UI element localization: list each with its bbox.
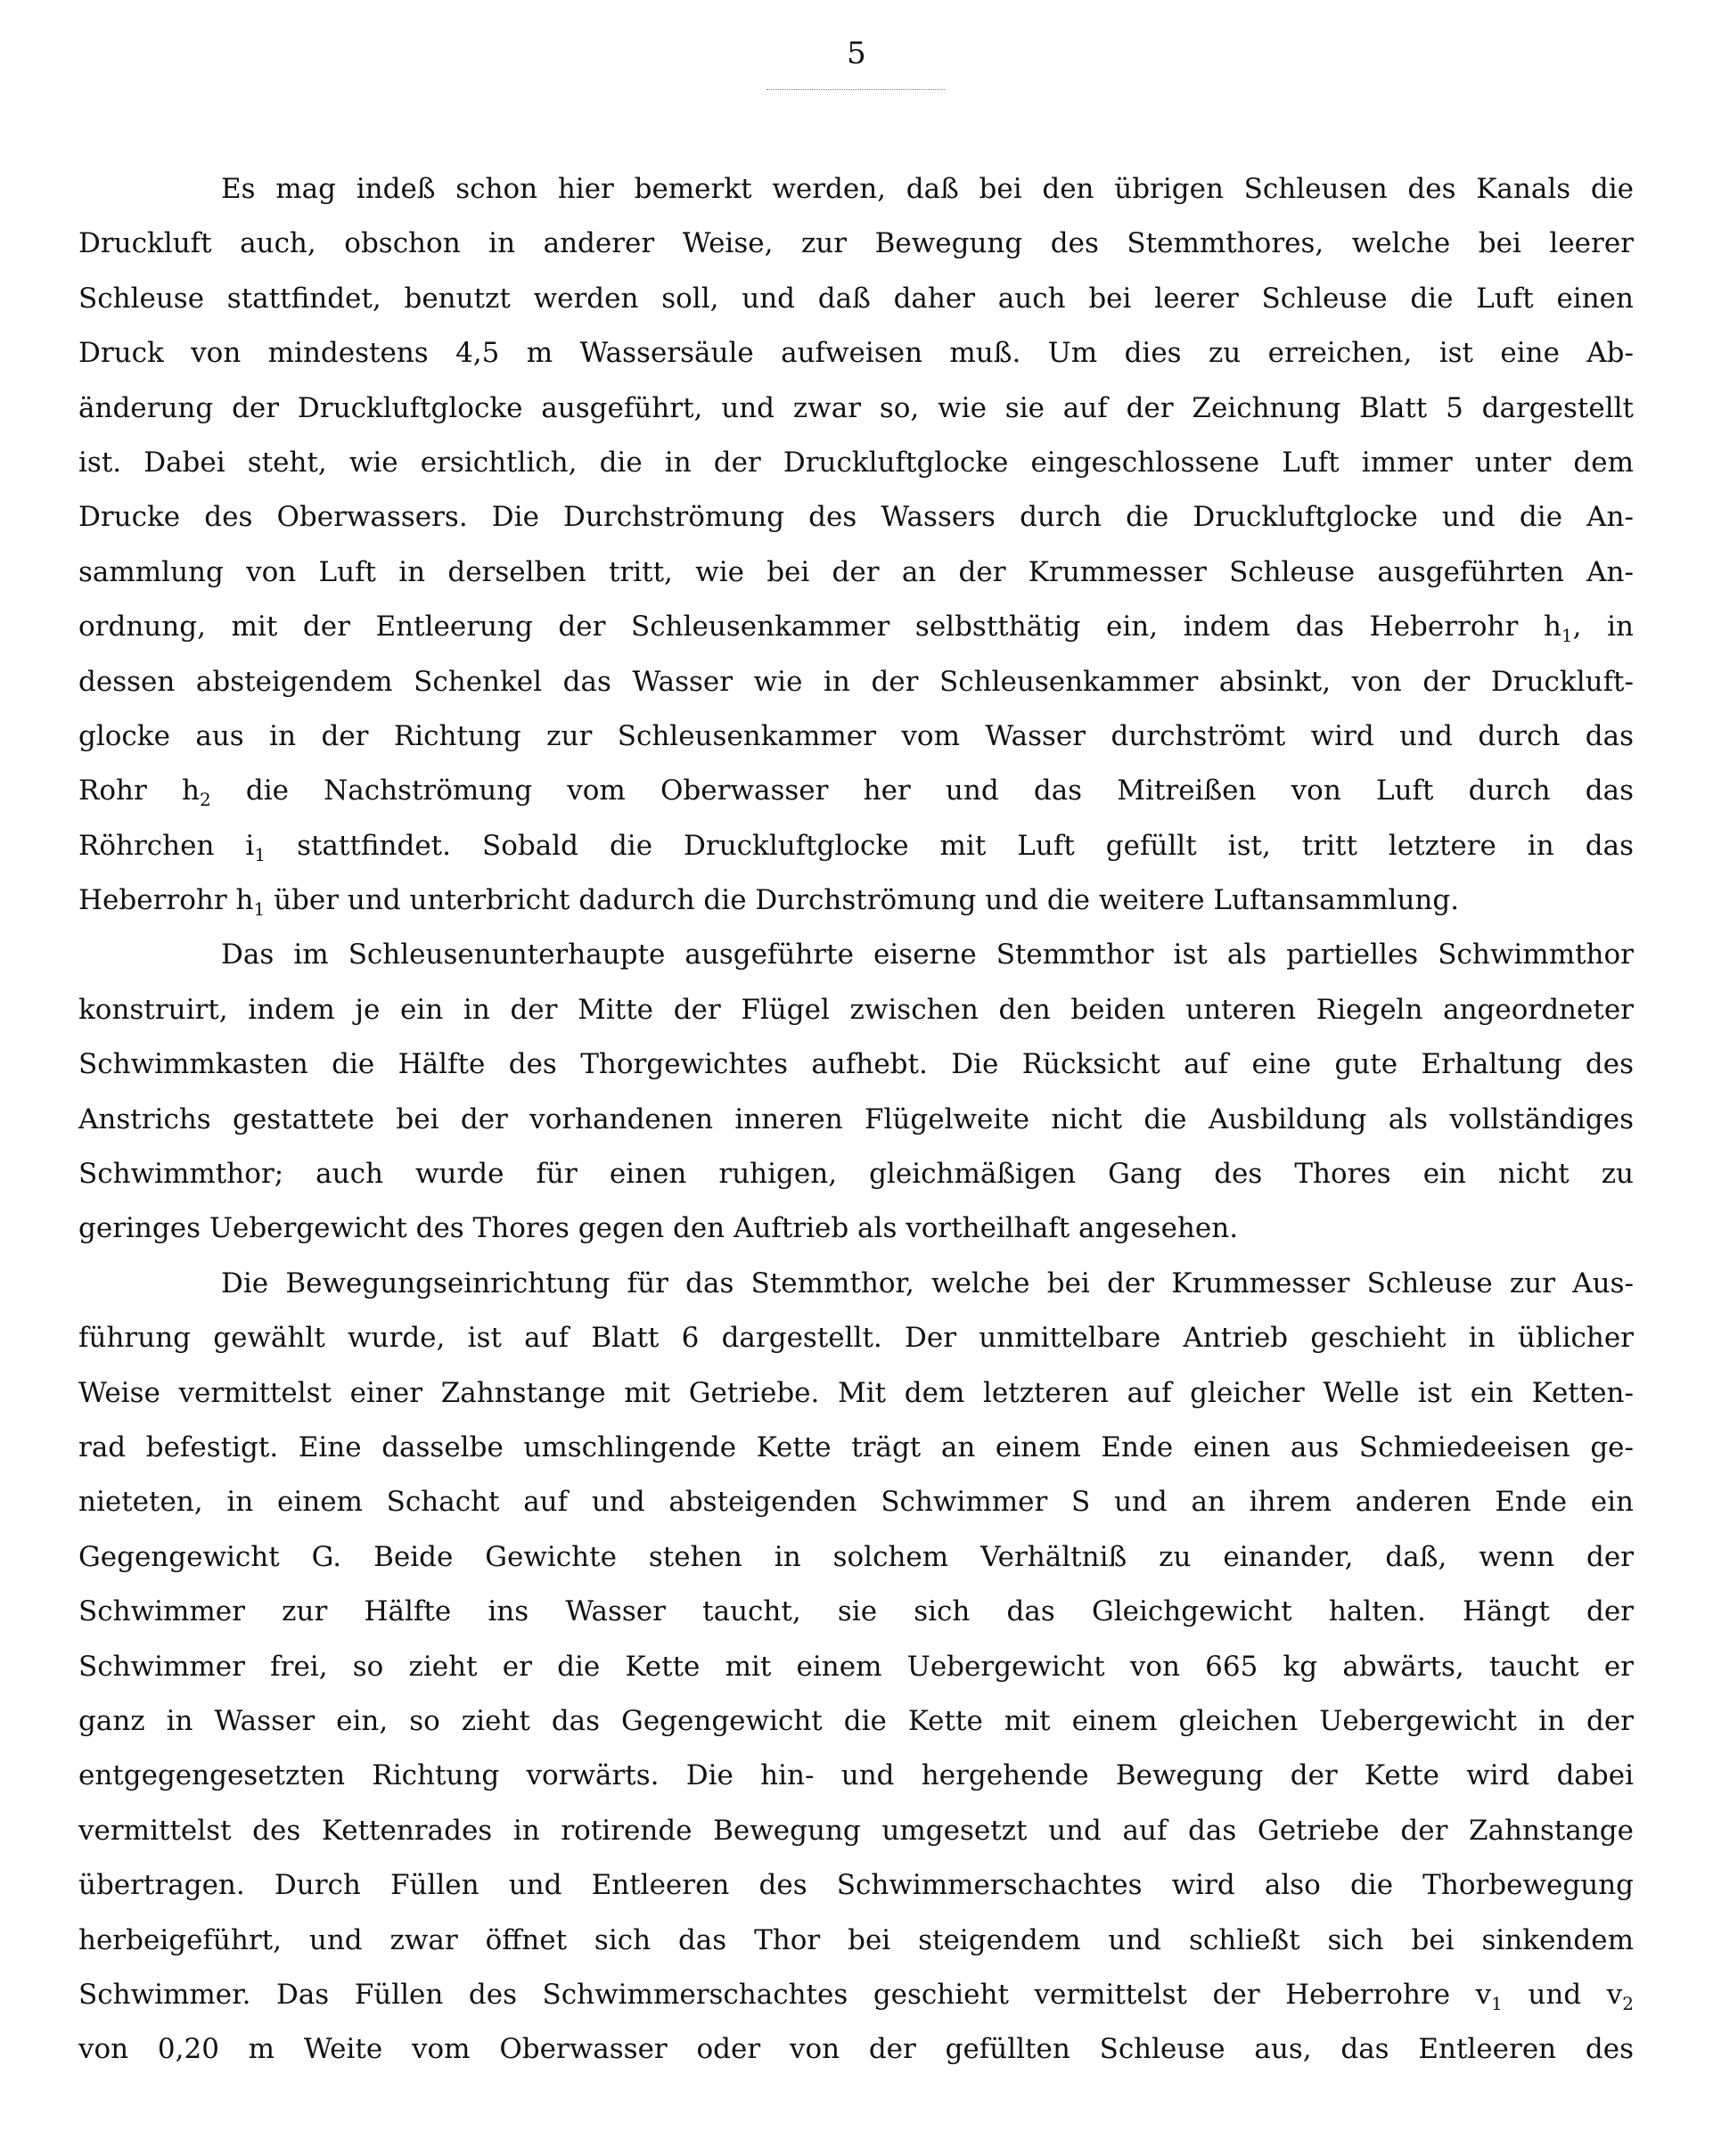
line-text: herbeigeführt, und zwar öffnet sich das Thor bei steigendem und schließt sich bei sinkendem — [78, 1923, 1634, 1956]
text-line — [78, 1640, 1634, 1694]
line-text-tail: die Nachströmung vom Oberwasser her und das Mitreißen von Luft durch das — [210, 775, 1635, 807]
text-line — [78, 545, 1634, 600]
line-text: entgegengesetzten Richtung vorwärts. Die hin- und hergehende Bewegung der Kette wird dabei — [78, 1759, 1634, 1792]
text-line — [78, 1585, 1634, 1639]
subscript: 2 — [199, 789, 211, 811]
line-text: Das im Schleusenunterhaupte ausgeführte eiserne Stemmthor ist als partielles Schwimmthor — [221, 939, 1634, 971]
line-text: Anstrichs gestattete bei der vorhandenen inneren Flügelweite nicht die Ausbildung als vollständiges — [78, 1103, 1634, 1135]
line-text-tail: und v — [1502, 1978, 1623, 2011]
line-text-tail: , in — [1572, 611, 1634, 644]
text-line — [78, 1257, 1634, 1311]
line-text: geringes Uebergewicht des Thores gegen den Auftrieb als vortheilhaft angesehen. — [78, 1212, 1239, 1245]
line-text: Rohr h — [78, 775, 200, 807]
text-line — [78, 1147, 1634, 1201]
line-text: ist. Dabei steht, wie ersichtlich, die in der Druckluftglocke eingeschlossene Luft immer unter dem — [78, 446, 1634, 479]
line-text: übertragen. Durch Füllen und Entleeren des Schwimmerschachtes wird also die Thorbewegung — [78, 1869, 1634, 1902]
line-text-tail: stattfindet. Sobald die Druckluftglocke mit Luft gefüllt ist, tritt letztere in das — [266, 829, 1635, 862]
text-line — [78, 1914, 1634, 1968]
text-line — [78, 326, 1634, 381]
text-line — [78, 764, 1634, 818]
line-text: Röhrchen i — [78, 829, 255, 862]
text-line — [78, 1093, 1634, 1147]
line-text: änderung der Druckluftglocke ausgeführt, und zwar so, wie sie auf der Zeichnung Blatt 5 dargestellt — [78, 391, 1634, 424]
text-line — [78, 709, 1634, 764]
subscript: 1 — [253, 898, 266, 921]
page-number: 5 — [847, 36, 866, 71]
subscript: 1 — [254, 843, 266, 865]
text-line — [78, 2022, 1634, 2077]
text-line — [78, 983, 1634, 1037]
line-text: dessen absteigendem Schenkel das Wasser wie in der Schleusenkammer absinkt, von der Druckluft- — [78, 665, 1634, 698]
line-text: Gegengewicht G. Beide Gewichte stehen in solchem Verhältniß zu einander, daß, wenn der — [78, 1540, 1634, 1573]
subscript: 2 — [1622, 1993, 1634, 2015]
line-text: führung gewählt wurde, ist auf Blatt 6 dargestellt. Der unmittelbare Antrieb geschieht in üblicher — [78, 1322, 1634, 1355]
text-line — [78, 490, 1634, 545]
line-text: rad befestigt. Eine dasselbe umschlingende Kette trägt an einem Ende einen aus Schmiedeeisen ge- — [78, 1431, 1634, 1463]
text-line — [78, 1749, 1634, 1803]
line-text: Schwimmer. Das Füllen des Schwimmerschachtes geschieht vermittelst der Heberrohre v — [78, 1978, 1492, 2011]
line-text: Schwimmthor; auch wurde für einen ruhigen, gleichmäßigen Gang des Thores ein nicht zu — [78, 1158, 1634, 1191]
text-line — [78, 1475, 1634, 1529]
line-text: Heberrohr h — [78, 884, 254, 917]
text-line — [78, 162, 1634, 217]
text-line — [78, 1037, 1634, 1092]
text-line — [78, 1858, 1634, 1913]
line-text: Schwimmkasten die Hälfte des Thorgewichtes aufhebt. Die Rücksicht auf eine gute Erhaltung des — [78, 1048, 1634, 1081]
line-text: Weise vermittelst einer Zahnstange mit Getriebe. Mit dem letzteren auf gleicher Welle ist ein Ketten- — [78, 1376, 1634, 1409]
line-text: sammlung von Luft in derselben tritt, wie bei der an der Krummesser Schleuse ausgeführten An- — [78, 555, 1634, 588]
text-line — [78, 928, 1634, 982]
line-text: Es mag indeß schon hier bemerkt werden, daß bei den übrigen Schleusen des Kanals die — [221, 173, 1634, 205]
text-line — [78, 1366, 1634, 1421]
text-line — [78, 600, 1634, 654]
text-line — [78, 1311, 1634, 1365]
text-line — [78, 873, 1634, 928]
line-text: Schleuse stattfindet, benutzt werden soll, und daß daher auch bei leerer Schleuse die Luft einen — [78, 282, 1634, 315]
text-line — [78, 1201, 1634, 1256]
line-text: Schwimmer frei, so zieht er die Kette mit einem Uebergewicht von 665 kg abwärts, taucht er — [78, 1650, 1634, 1683]
line-text: glocke aus in der Richtung zur Schleusenkammer vom Wasser durchströmt wird und durch das — [78, 719, 1634, 752]
line-text: vermittelst des Kettenrades in rotirende Bewegung umgesetzt und auf das Getriebe der Zahnstange — [78, 1814, 1634, 1847]
line-text: ordnung, mit der Entleerung der Schleusenkammer selbstthätig ein, indem das Heberrohr h — [78, 611, 1561, 644]
line-text: ganz in Wasser ein, so zieht das Gegengewicht die Kette mit einem gleichen Uebergewicht in der — [78, 1704, 1634, 1737]
text-line — [78, 272, 1634, 326]
header-rule — [766, 89, 945, 90]
text-line — [78, 436, 1634, 490]
line-text: Drucke des Oberwassers. Die Durchströmung des Wassers durch die Druckluftglocke und die An- — [78, 501, 1634, 534]
text-line — [78, 1968, 1634, 2022]
line-text: nieteten, in einem Schacht auf und absteigenden Schwimmer S und an ihrem anderen Ende ein — [78, 1486, 1634, 1519]
line-text: von 0,20 m Weite vom Oberwasser oder von der gefüllten Schleuse aus, das Entleeren des — [78, 2033, 1634, 2066]
text-line — [78, 381, 1634, 436]
text-line — [78, 217, 1634, 271]
line-text: Schwimmer zur Hälfte ins Wasser taucht, sie sich das Gleichgewicht halten. Hängt der — [78, 1595, 1634, 1628]
line-text: Druck von mindestens 4,5 m Wassersäule aufweisen muß. Um dies zu erreichen, ist eine Ab- — [78, 337, 1634, 370]
body-text — [78, 162, 1634, 2078]
line-text-tail: über und unterbricht dadurch die Durchströmung und die weitere Luftansammlung. — [265, 884, 1460, 917]
subscript: 1 — [1491, 1993, 1503, 2015]
text-line — [78, 1421, 1634, 1475]
line-text: Druckluft auch, obschon in anderer Weise, zur Bewegung des Stemmthores, welche bei leerer — [78, 227, 1634, 260]
text-line — [78, 1530, 1634, 1585]
text-line — [78, 655, 1634, 709]
subscript: 1 — [1561, 625, 1573, 647]
line-text: Die Bewegungseinrichtung für das Stemmthor, welche bei der Krummesser Schleuse zur Aus- — [221, 1267, 1634, 1299]
text-line — [78, 1804, 1634, 1858]
text-line — [78, 1694, 1634, 1749]
text-line — [78, 819, 1634, 873]
line-text: konstruirt, indem je ein in der Mitte der Flügel zwischen den beiden unteren Riegeln angeordneter — [78, 993, 1634, 1026]
